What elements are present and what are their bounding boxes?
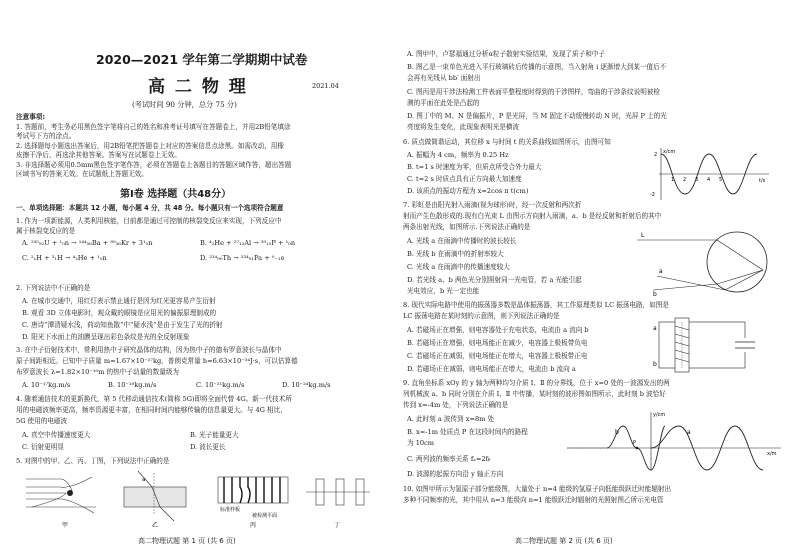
shm-tick: 3 (695, 177, 699, 183)
figure-bing (218, 477, 288, 529)
notice-title: 注意事项: (16, 113, 46, 121)
shm-y-label: x/cm (663, 149, 676, 155)
shm-tick: 4 (707, 177, 711, 183)
question-3-cont: 布罗意波长 λ=1.82×10⁻¹⁰m 的热中子动量的数量级为 (16, 368, 180, 376)
q5-option-c: C. 图丙是用干涉法检测工件表面平整程度时得到的干涉图样，弯曲的干涉条纹说明被检 (407, 88, 660, 96)
q8-option-a: A. 若磁场正在增强，则电容器处于充电状态，电流由 a 流向 b (407, 326, 589, 334)
figure-bing-yangban: 标准样板 (220, 507, 241, 513)
mc-intro: 一、单项选择题：本题共 12 小题，每小题 4 分，共 48 分。每小题只有一个选项符合题意 (16, 204, 284, 212)
q4-option-a: A. 真空中传播速度更大 (22, 431, 91, 439)
q7-option-c: C. 光线 a 在雨滴中的传播速度较大 (407, 263, 510, 271)
figure-ding (306, 479, 370, 529)
q1-option-d: D. ²³⁴₉₀Th → ²³⁴₉₁Pa + ⁰₋₁e (200, 254, 285, 262)
question-9-cont: 列机械波 a、b 同时分别在介质 Ⅰ、Ⅱ 中传播，某时刻的波形图如图所示，此时刻 b 波恰好 (403, 390, 666, 398)
figure-jia (26, 477, 96, 529)
question-4-cont: 用的电磁波频率更高，频率资源更丰富，在相同时间内能够传输的信息量更大。与 4G 相比， (16, 406, 287, 414)
lc-b: b (653, 361, 657, 368)
wave-point-p: P (633, 440, 637, 446)
question-1-cont: 属于核裂变反应的是 (16, 227, 76, 235)
q3-option-b: B. 10⁻¹⁸kg.m/s (108, 381, 157, 389)
q4-option-d: D. 波长更长 (190, 443, 226, 451)
question-2: 2. 下列说法中不正确的是 (16, 284, 91, 292)
question-3-cont: 原子间距相近。已知中子质量 m=1.67×10⁻²⁷kg，普朗克常量 h=6.63×10⁻³⁴J·s，可以估算德 (16, 357, 298, 365)
figure-label-yi: 乙 (152, 522, 159, 529)
question-1: 1. 作为一项新能源，人类利用核能，目前都是通过可控制的核裂变反应来实现，下列反应中 (16, 217, 282, 225)
notice-line: 1. 答题前，考生务必用黑色签字笔将自己的姓名和准考证号填写在答题卷上，并用2B铅笔填涂 (16, 123, 291, 131)
figure-label-ding: 丁 (334, 522, 341, 529)
q6-option-d: D. 该质点的振动方程为 x=2cos π t(cm) (407, 187, 529, 195)
question-5: 5. 对图中的甲、乙、丙、丁图，下列说法中正确的是 (16, 457, 170, 465)
shm-tick: 5 (719, 177, 723, 183)
wave-label-b: b (615, 429, 619, 436)
section-title: 第Ⅰ卷 选择题（共48分） (120, 189, 232, 200)
shm-graph (647, 146, 775, 202)
lc-circuit (649, 316, 759, 374)
q3-option-a: A. 10⁻¹⁷kg.m/s (22, 381, 71, 389)
question-10: 10. 如图甲所示为氢原子部分能级图，大量处于 n=4 能级的氢原子向低能级跃迁时能辐射出 (403, 485, 672, 493)
exam-date: 2021.04 (312, 82, 339, 90)
question-9-cont: 传到 x=-4m 处，下列说法正确的是 (403, 401, 509, 409)
page-footer: 高二物理试题 第 2 页 (共 6 页) (515, 537, 613, 545)
raindrop-b: b (653, 291, 657, 298)
page-2 (397, 0, 794, 550)
question-8-cont: LC 振荡电路在某时刻的示意图，则下列说法正确的是 (403, 312, 560, 320)
figure-label-bing: 丙 (250, 522, 257, 529)
question-3: 3. 在中子衍射技术中，常利用热中子研究晶体的结构，因为热中子的德布罗意波长与晶体中 (16, 346, 282, 354)
q9-option-b-cont: 为 10cm (407, 439, 435, 447)
question-10-cont: 多种不同频率的光，其中用从 n=3 能级向 n=1 能级跃迁时辐射的光照射图乙所示光电管 (403, 496, 664, 504)
q7-option-d: D. 若光线 a、b 两色光分别照射同一光电管，若 a 光能引起 (407, 276, 582, 284)
q4-option-b: B. 光子能量更大 (190, 431, 239, 439)
q9-option-b: B. x=-1m 处质点 P 在这段时间内的路程 (407, 428, 528, 436)
figure-bing-beijiance: 被检测平面 (252, 513, 278, 519)
notice-line: 皮擦干净后，再选涂其他答案。答案写在试题卷上无效。 (16, 151, 181, 159)
q7-option-a: A. 光线 a 在雨滴中传播时的波长较长 (407, 237, 517, 245)
q9-option-d: D. 波源的起振方向沿 y 轴正方向 (407, 470, 504, 478)
question-8: 8. 现代实际电路中使用的振荡器多数是晶体振荡器，其工作原理类似 LC 振荡电路，如图是 (403, 301, 669, 309)
q2-option-a: A. 在城市交通中，用红灯表示禁止通行是因为红光更容易产生衍射 (22, 297, 216, 305)
wave-x-label: x/m (767, 451, 777, 457)
question-7-cont: 两条出射光线，如图所示.下列说法正确的是 (403, 223, 531, 231)
raindrop-L: L (641, 232, 645, 239)
shm-tick: 2 (683, 177, 687, 183)
q8-option-d: D. 若磁场正在减弱，则电场能正在增大，电流由 b 流向 a (407, 365, 576, 373)
q6-option-c: C. t=2 s 时质点具有正方向最大加速度 (407, 175, 522, 183)
q1-option-a: A. ²³⁵₉₂U + ¹₀n → ¹⁴⁴₅₆Ba + ⁸⁹₃₆Kr + 3¹₀n (22, 239, 153, 247)
q5-option-b: B. 图乙是一束单色光进入平行玻璃砖后传播的示意图，当入射角 i 逐渐增大到某一值后不 (407, 63, 667, 71)
q8-option-b: B. 若磁场正在增强，则电场能正在减少，电容器上极板带负电 (407, 339, 588, 347)
figure-yi (124, 471, 186, 529)
raindrop-a: a (659, 268, 663, 275)
wave-figure (567, 408, 789, 472)
q3-option-c: C. 10⁻²¹kg.m/s (196, 381, 245, 389)
q9-option-c: C. 两列波的频率关系 fₐ=2fᵦ (407, 455, 491, 463)
notice-line: 考试号下方的涂点。 (16, 132, 76, 140)
shm-amp: 2 (654, 152, 658, 158)
q3-option-d: D. 10⁻²⁴kg.m/s (282, 381, 331, 389)
exam-duration: (考试时间 90 分钟，总分 75 分) (132, 100, 237, 109)
q1-option-c: C. ²₁H + ³₁H → ⁴₂He + ¹₀n (22, 254, 107, 262)
q5-option-c-cont: 测的平面在此处是凸起的 (407, 99, 480, 107)
question-9: 9. 直角坐标系 xOy 的 y 轴为两种均匀介质 Ⅰ、Ⅱ 的分界线，位于 x=0 处的一波源发出的两 (403, 379, 670, 387)
question-7-cont: 射而产生色散形成的.现有白光束 L 由图示方向射入雨滴，a、b 是经反射和折射后的其中 (403, 212, 662, 220)
exam-title: 2020—2021 学年第二学期期中试卷 (96, 52, 308, 67)
q2-option-d: D. 阳光下水面上的油膜呈现出彩色条纹是光的全反射现象 (22, 333, 190, 341)
subject-title: 高 二 物 理 (148, 77, 248, 97)
q5-option-d: D. 图丁中的 M、N 是偏振片，P 是光屏，当 M 固定不动缓慢转动 N 时，光屏 P 上的光 (407, 112, 667, 120)
q6-option-b: B. t=1 s 时速度为零，但质点所受合外力最大 (407, 163, 542, 171)
shm-neg: -2 (650, 192, 655, 198)
wave-y-label: y/cm (653, 412, 666, 418)
question-6: 6. 质点做简谐运动，其位移 x 与时间 t 的关系曲线如图所示，由图可知 (403, 138, 611, 146)
q2-option-b: B. 观看 3D 立体电影时，观众戴的眼镜是应用光的偏振原理制成的 (22, 309, 217, 317)
lc-a: a (653, 325, 657, 332)
q5-option-a: A. 图甲中，卢瑟福通过分析α粒子散射实验结果，发现了质子和中子 (407, 50, 606, 58)
q6-option-a: A. 振幅为 4 cm，频率为 0.25 Hz (407, 151, 509, 159)
q1-option-b: B. ⁴₂He + ²⁷₁₃Al → ³⁰₁₅P + ¹₀n (200, 239, 296, 247)
q2-option-c: C. 唐诗“潭清疑水浅，荷动知鱼散”中“疑水浅”是由于发生了光的折射 (22, 321, 223, 329)
shm-tick: 1 (671, 177, 675, 183)
q5-figures (22, 469, 392, 531)
raindrop-figure (637, 226, 787, 298)
notice-line: 区域书写的答案无效。在试题纸上答题无效。 (16, 170, 148, 178)
q5-option-d-cont: 亮度将发生变化，此现象表明光是横波 (407, 123, 520, 131)
figure-label-jia: 甲 (62, 522, 69, 529)
question-4-cont: 5G 使用的电磁波 (16, 417, 68, 425)
q5-option-b-cont: 会再有光线从 bb′ 面射出 (407, 74, 481, 82)
notice-line: 3. 非选择题必须用0.5mm黑色签字笔作答，必须在答题卷上各题目的答题区域作答，超出答题 (16, 161, 292, 169)
question-4: 4. 随着通信技术的更新换代，第 5 代移动通信技术(简称 5G)即将全面代替 4G。新一代技术所 (16, 395, 292, 403)
shm-x-label: t/s (759, 178, 766, 184)
figure-yi-a-label: a (142, 477, 146, 483)
q4-option-c: C. 衍射更明显 (22, 443, 64, 451)
wave-label-a: a (687, 429, 691, 436)
page-footer: 高二物理试题 第 1 页 (共 6 页) (138, 537, 236, 545)
q7-option-b: B. 光线 b 在雨滴中的折射率较大 (407, 250, 504, 258)
question-7: 7. 彩虹是由阳光射入雨滴(视为球形)时，经一次反射和两次折 (403, 201, 582, 209)
q9-option-a: A. 此时刻 a 波传到 x=8m 处 (407, 415, 495, 423)
q8-option-c: C. 若磁场正在减弱，则电场能正在增大，电容器上极板带正电 (407, 352, 588, 360)
notice-line: 2. 选择题每小题选出答案后，用2B铅笔把答题卷上对应的答案信息点涂黑。如需改动，用橡 (16, 142, 284, 150)
q7-option-d-cont: 光电效应，b 光一定也能 (407, 287, 480, 295)
